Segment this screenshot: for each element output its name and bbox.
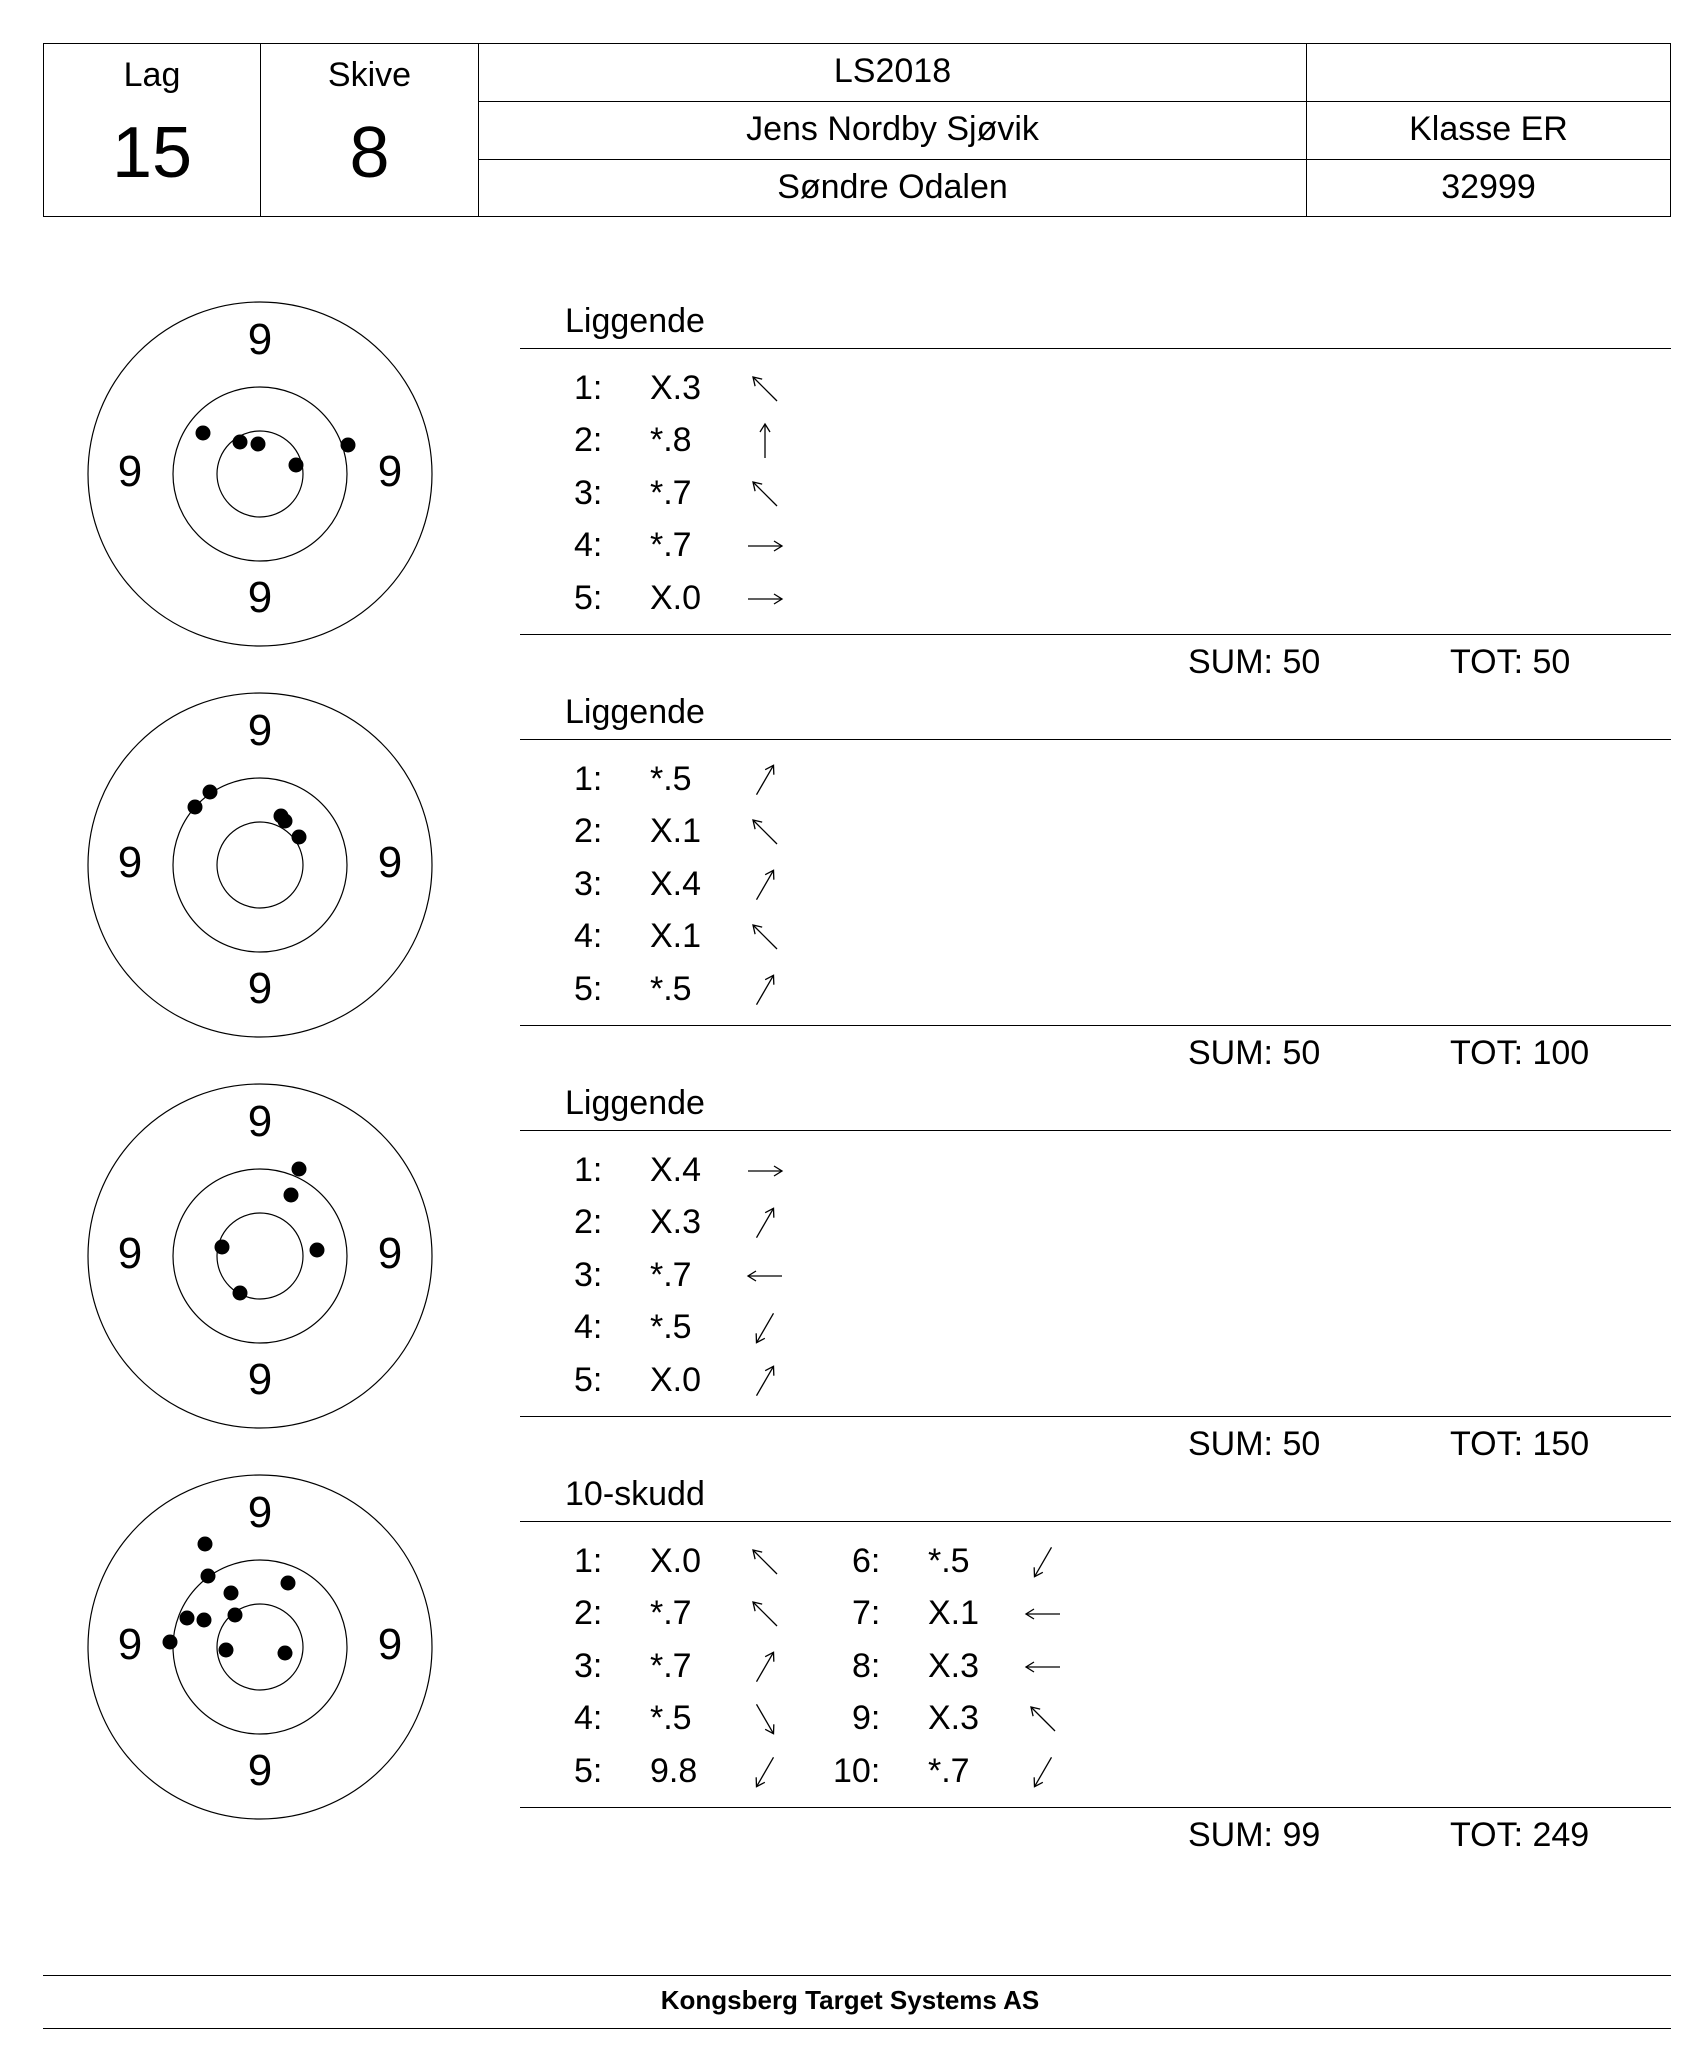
direction-arrow-icon <box>745 1151 785 1191</box>
target <box>86 691 434 1039</box>
ring-number-label: 9 <box>117 1229 143 1278</box>
series-rule <box>520 1807 1671 1808</box>
shot-score: X.3 <box>928 1699 980 1738</box>
series-sum: SUM: 50 <box>1188 643 1321 681</box>
direction-arrow-icon <box>745 579 785 619</box>
direction-arrow-icon <box>1023 1542 1063 1582</box>
shot-score: X.4 <box>650 1151 702 1189</box>
series-rule <box>520 1521 1671 1522</box>
shot-hole <box>203 785 218 800</box>
running-total: TOT: 100 <box>1450 1034 1590 1072</box>
shot-hole <box>251 437 266 452</box>
shot-score: *.7 <box>650 1255 692 1294</box>
shot-score: *.5 <box>650 969 692 1008</box>
shot-hole <box>233 1286 248 1301</box>
shot-score: *.7 <box>928 1751 970 1790</box>
shot-hole <box>201 1569 216 1584</box>
shot-score: *.7 <box>650 1594 692 1633</box>
direction-arrow-icon <box>745 1361 785 1401</box>
ring-number-label: 9 <box>247 1097 273 1146</box>
direction-arrow-icon <box>745 812 785 852</box>
footer-rule <box>43 1975 1671 1976</box>
target <box>86 300 434 648</box>
shot-score: *.5 <box>650 760 692 798</box>
shot-number: 9: <box>852 1699 881 1738</box>
shot-score: *.7 <box>650 526 692 565</box>
shot-number: 3: <box>574 473 603 512</box>
shot-hole <box>281 1576 296 1591</box>
target-ring-middle <box>173 387 347 561</box>
shooter-class: Klasse ER <box>1409 110 1568 148</box>
shot-hole <box>197 1613 212 1628</box>
direction-arrow-icon <box>745 970 785 1010</box>
shooter-id: 32999 <box>1441 168 1536 206</box>
event-name: LS2018 <box>833 52 952 90</box>
running-total: TOT: 50 <box>1450 643 1571 681</box>
shot-hole <box>198 1537 213 1552</box>
shot-number: 4: <box>574 1699 603 1738</box>
series-title: 10-skudd <box>565 1475 705 1513</box>
series-sum: SUM: 50 <box>1188 1425 1321 1463</box>
shot-number: 1: <box>574 760 603 798</box>
direction-arrow-icon <box>745 760 785 800</box>
shot-score: *.5 <box>650 1699 692 1738</box>
shot-score: X.3 <box>928 1646 980 1685</box>
shot-hole <box>224 1586 239 1601</box>
ring-number-label: 9 <box>117 447 143 496</box>
shot-score: 9.8 <box>650 1751 698 1790</box>
shot-number: 4: <box>574 526 603 565</box>
series-rule <box>520 1025 1671 1026</box>
series-rule <box>520 634 1671 635</box>
series-rule <box>520 1416 1671 1417</box>
shot-number: 3: <box>574 1255 603 1294</box>
running-total: TOT: 249 <box>1450 1816 1590 1854</box>
direction-arrow-icon <box>745 865 785 905</box>
direction-arrow-icon <box>745 421 785 461</box>
ring-number-label: 9 <box>247 964 273 1013</box>
direction-arrow-icon <box>745 1594 785 1634</box>
direction-arrow-icon <box>745 526 785 566</box>
shot-score: X.1 <box>928 1594 980 1633</box>
shot-hole <box>188 800 203 815</box>
series-title: Liggende <box>565 302 705 340</box>
ring-number-label: 9 <box>377 838 403 887</box>
series-rule <box>520 1130 1671 1131</box>
shot-score: X.4 <box>650 864 702 903</box>
direction-arrow-icon <box>1023 1699 1063 1739</box>
direction-arrow-icon <box>745 474 785 514</box>
direction-arrow-icon <box>745 917 785 957</box>
shot-number: 6: <box>852 1542 881 1580</box>
series-title: Liggende <box>565 1084 705 1122</box>
shot-hole <box>219 1643 234 1658</box>
shot-hole <box>228 1608 243 1623</box>
shot-score: *.7 <box>650 1646 692 1685</box>
lag-label: Lag <box>123 56 181 94</box>
shot-score: X.3 <box>650 369 702 407</box>
ring-number-label: 9 <box>377 1620 403 1669</box>
shot-hole <box>180 1611 195 1626</box>
series-rule <box>520 739 1671 740</box>
shot-hole <box>341 438 356 453</box>
shot-score: *.7 <box>650 473 692 512</box>
scorecard-header <box>43 43 1671 217</box>
ring-number-label: 9 <box>247 315 273 364</box>
direction-arrow-icon <box>745 1542 785 1582</box>
shot-score: *.5 <box>650 1308 692 1347</box>
shot-hole <box>284 1188 299 1203</box>
ring-number-label: 9 <box>377 447 403 496</box>
shot-number: 1: <box>574 369 603 407</box>
shot-number: 5: <box>574 1751 603 1790</box>
running-total: TOT: 150 <box>1450 1425 1590 1463</box>
shot-score: X.0 <box>650 1542 702 1580</box>
target-ring-inner <box>217 822 303 908</box>
shot-hole <box>292 1162 307 1177</box>
shot-hole <box>196 426 211 441</box>
direction-arrow-icon <box>1023 1647 1063 1687</box>
shot-hole <box>292 830 307 845</box>
series-sum: SUM: 50 <box>1188 1034 1321 1072</box>
shot-hole <box>278 1646 293 1661</box>
series-rule <box>520 348 1671 349</box>
ring-number-label: 9 <box>247 1355 273 1404</box>
series-sum: SUM: 99 <box>1188 1816 1321 1854</box>
shot-hole <box>163 1635 178 1650</box>
shot-hole <box>289 458 304 473</box>
shot-number: 1: <box>574 1151 603 1189</box>
direction-arrow-icon <box>1023 1594 1063 1634</box>
shot-score: X.0 <box>650 578 702 617</box>
target <box>86 1082 434 1430</box>
shot-number: 2: <box>574 1594 603 1633</box>
shot-number: 5: <box>574 578 603 617</box>
direction-arrow-icon <box>745 1647 785 1687</box>
target <box>86 1473 434 1821</box>
shot-hole <box>310 1243 325 1258</box>
shot-number: 1: <box>574 1542 603 1580</box>
ring-number-label: 9 <box>247 573 273 622</box>
shot-number: 8: <box>852 1646 881 1685</box>
shot-number: 2: <box>574 421 603 460</box>
shot-number: 2: <box>574 1203 603 1242</box>
shot-number: 3: <box>574 1646 603 1685</box>
ring-number-label: 9 <box>247 1488 273 1537</box>
shot-number: 7: <box>852 1594 881 1633</box>
direction-arrow-icon <box>745 1256 785 1296</box>
footer-company: Kongsberg Target Systems AS <box>660 1985 1040 2015</box>
club-name: Søndre Odalen <box>777 168 1008 206</box>
shot-number: 2: <box>574 812 603 851</box>
shot-score: *.8 <box>650 421 692 460</box>
shot-hole <box>278 814 293 829</box>
ring-number-label: 9 <box>377 1229 403 1278</box>
series-title: Liggende <box>565 693 705 731</box>
direction-arrow-icon <box>1023 1752 1063 1792</box>
skive-value: 8 <box>349 113 390 193</box>
lag-cell <box>44 44 261 216</box>
footer-rule <box>43 2028 1671 2029</box>
direction-arrow-icon <box>745 1203 785 1243</box>
target-ring-middle <box>173 1560 347 1734</box>
direction-arrow-icon <box>745 1699 785 1739</box>
shot-score: X.0 <box>650 1360 702 1399</box>
shot-number: 3: <box>574 864 603 903</box>
shot-hole <box>233 435 248 450</box>
shot-score: X.1 <box>650 917 702 956</box>
shot-score: *.5 <box>928 1542 970 1580</box>
shot-hole <box>215 1240 230 1255</box>
ring-number-label: 9 <box>117 1620 143 1669</box>
header-divider <box>479 159 1670 160</box>
ring-number-label: 9 <box>247 1746 273 1795</box>
shot-number: 5: <box>574 969 603 1008</box>
lag-value: 15 <box>111 113 193 193</box>
shooter-name: Jens Nordby Sjøvik <box>746 110 1039 148</box>
direction-arrow-icon <box>745 1752 785 1792</box>
direction-arrow-icon <box>745 1308 785 1348</box>
ring-number-label: 9 <box>117 838 143 887</box>
skive-label: Skive <box>327 56 412 94</box>
shot-score: X.1 <box>650 812 702 851</box>
shot-number: 4: <box>574 1308 603 1347</box>
shot-number: 5: <box>574 1360 603 1399</box>
direction-arrow-icon <box>745 369 785 409</box>
ring-number-label: 9 <box>247 706 273 755</box>
skive-cell <box>261 44 479 216</box>
target-ring-inner <box>217 1213 303 1299</box>
shot-number: 10: <box>833 1751 881 1790</box>
shot-score: X.3 <box>650 1203 702 1242</box>
header-divider <box>479 101 1670 102</box>
shot-number: 4: <box>574 917 603 956</box>
